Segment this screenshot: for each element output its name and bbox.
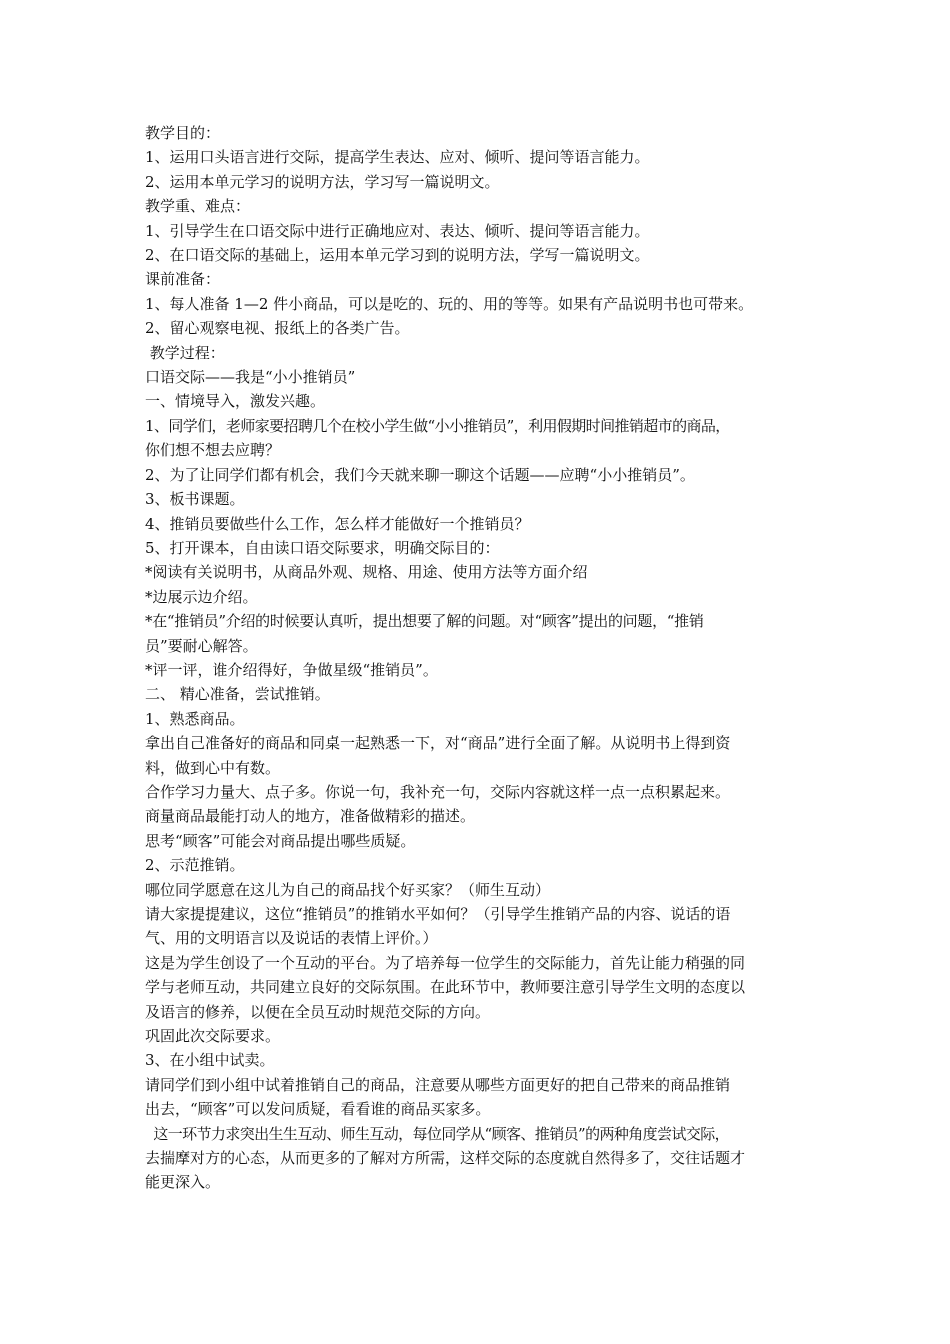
text-line: 4、推销员要做些什么工作，怎么样才能做好一个推销员？ (145, 514, 530, 533)
text-line: 巩固此次交际要求。 (145, 1027, 281, 1046)
text-line: 料，做到心中有数。 (145, 758, 281, 777)
section-heading-1: 一、情境导入，激发兴趣。 (145, 392, 326, 411)
text-line: 商量商品最能打动人的地方，准备做精彩的描述。 (145, 807, 476, 826)
text-line: 2、运用本单元学习的说明方法，学习写一篇说明文。 (145, 172, 500, 191)
text-line: 2、为了让同学们都有机会，我们今天就来聊一聊这个话题——应聘“小小推销员”。 (145, 465, 695, 484)
text-line: 2、示范推销。 (145, 856, 245, 875)
text-line: 5、打开课本，自由读口语交际要求，明确交际目的： (145, 538, 500, 557)
text-line: 你们想不想去应聘？ (145, 441, 281, 460)
text-line: 1、运用口头语言进行交际，提高学生表达、应对、倾听、提问等语言能力。 (145, 148, 650, 167)
text-line: 1、熟悉商品。 (145, 709, 245, 728)
text-line: 1、每人准备 1—2 件小商品，可以是吃的、玩的、用的等等。如果有产品说明书也可带来。 (145, 294, 754, 313)
text-line: 1、引导学生在口语交际中进行正确地应对、表达、倾听、提问等语言能力。 (145, 221, 650, 240)
text-line: 哪位同学愿意在这儿为自己的商品找个好买家？（师生互动） (145, 880, 551, 899)
text-line: *评一评，谁介绍得好，争做星级“推销员”。 (145, 660, 438, 679)
heading-process: 教学过程： (145, 343, 225, 362)
text-line: 气、用的文明语言以及说话的表情上评价。） (145, 929, 438, 948)
text-line: 出去，“顾客”可以发问质疑，看看谁的商品买家多。 (145, 1100, 491, 1119)
text-line: 这是为学生创设了一个互动的平台。为了培养每一位学生的交际能力，首先让能力稍强的同 (145, 953, 746, 972)
text-line: 口语交际——我是“小小推销员” (145, 368, 356, 387)
section-heading-2: 二、 精心准备，尝试推销。 (145, 685, 330, 704)
text-line: 合作学习力量大、点子多。你说一句，我补充一句，交际内容就这样一点一点积累起来。 (145, 782, 731, 801)
text-line: 这一环节力求突出生生互动、师生互动，每位同学从“顾客、推销员”的两种角度尝试交际， (145, 1124, 730, 1143)
text-line: 学与老师互动，共同建立良好的交际氛围。在此环节中，教师要注意引导学生文明的态度以 (145, 978, 746, 997)
text-line: *阅读有关说明书，从商品外观、规格、用途、使用方法等方面介绍 (145, 563, 588, 582)
text-line: 3、板书课题。 (145, 490, 245, 509)
text-line: *边展示边介绍。 (145, 587, 258, 606)
text-line: 请同学们到小组中试着推销自己的商品，注意要从哪些方面更好的把自己带来的商品推销 (145, 1075, 731, 1094)
text-line: 2、留心观察电视、报纸上的各类广告。 (145, 319, 410, 338)
text-line: 去揣摩对方的心态，从而更多的了解对方所需，这样交际的态度就自然得多了，交往话题才 (145, 1149, 746, 1168)
heading-teaching-goals: 教学目的： (145, 124, 221, 142)
text-line: 能更深入。 (145, 1173, 221, 1192)
text-line: 及语言的修养，以便在全员互动时规范交际的方向。 (145, 1002, 491, 1021)
text-line: *在“推销员”介绍的时候要认真听，提出想要了解的问题。对“顾客”提出的问题，“推销 (145, 612, 704, 631)
text-line: 3、在小组中试卖。 (145, 1051, 275, 1070)
text-line: 请大家提提建议，这位“推销员”的推销水平如何？（引导学生推销产品的内容、说话的语 (145, 905, 731, 923)
heading-preparation: 课前准备： (145, 270, 221, 289)
text-line: 员”要耐心解答。 (145, 636, 258, 655)
document-page (145, 121, 815, 1195)
text-line: 2、在口语交际的基础上，运用本单元学习到的说明方法，学写一篇说明文。 (145, 246, 650, 265)
text-line: 思考“顾客”可能会对商品提出哪些质疑。 (145, 831, 416, 850)
heading-key-points: 教学重、难点： (145, 197, 251, 216)
text-line: 1、同学们，老师家要招聘几个在校小学生做“小小推销员”，利用假期时间推销超市的商品， (145, 416, 730, 435)
text-line: 拿出自己准备好的商品和同桌一起熟悉一下，对“商品”进行全面了解。从说明书上得到资 (145, 734, 731, 753)
